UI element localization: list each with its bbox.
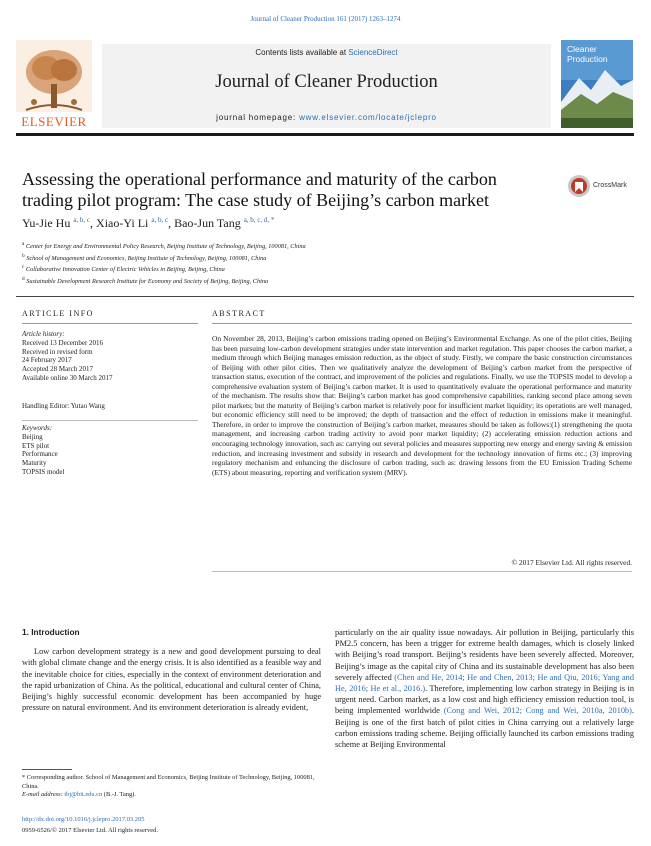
history-item: Accepted 28 March 2017 [22,365,93,374]
intro-left-column: Low carbon development strategy is a new and good development pursuing to deal with global climate change and the energy crisis. It is also identified as a feasible way and the inevitable choice for cities, especially in the context of environment deterioration and the rapid urbanization of China. As the political, educational and cultural center of China, Beijing’s highly successful economic development has been accompanied by huge pressure on natural environment. And its environment deterioration is already evident, [22,647,321,713]
section-heading-introduction: 1. Introduction [22,627,80,637]
contents-prefix: Contents lists available at [255,48,349,57]
keyword-item: Performance [22,450,58,459]
affiliation-item: $^a$ Center for Energy and Environmental Policy Research, Beijing Institute of Technology, Beijing, 100081, China [22,241,306,251]
affiliation-item: $^c$ Collaborative Innovation Center of Electric Vehicles in Beijing, Beijing, China [22,264,225,274]
history-label: Article history: [22,330,65,338]
author-name[interactable]: Xiao-Yi Li [96,216,149,230]
handling-editor: Handling Editor: Yutao Wang [22,402,105,410]
keyword-item: Maturity [22,459,47,468]
abstract-heading: ABSTRACT [212,309,266,318]
article-info-rule [22,323,198,324]
email-link[interactable]: tbj@bit.edu.cn [64,791,103,799]
doi-link[interactable]: http://dx.doi.org/10.1016/j.jclepro.2017.03.205 [22,816,145,823]
corresponding-author-footnote [22,774,322,800]
abstract-text: On November 28, 2013, Beijing’s carbon emissions trading opened on Beijing’s Environmental Exchange. As one of the pilot cities, Beijing has been pursuing low-carbon development strategies under state intervention and market regulation. This paper chooses the carbon market, a medium through which Beijing manages emission reduction, as the object of study. Firstly, we compare the basic construction circumstances of Beijing with other pilot cities. Then we qualitatively analyze the development of Beijing’s carbon market from the perspective of transaction status, execution of the contract, and improvement of the policies and regulations. Finally, we use the TOPSIS model to develop a comprehensive evaluation system of Beijing’s carbon market. It is used to quantitatively evaluate the operational performance and maturity of the mechanism. The results show that: Beijing’s carbon market has good comprehensive capabilities, ranking second place among seven pilot markets; but the maturity of Beijing’s carbon market is relatively poor for insufficient market liquidity; its operations are well managed, but economic efficiency still need to be improved; the depth of transaction and the effect of reduction in emissions make it meaningful. Therefore, in order to improve the construction of Beijing’s carbon market, measures should be taken as follows:(1) strengthening the quota management, and increasing carbon trading activity to avoid poor market liquidity; (2) accelerating emission reduction actions and encouraging technology innovation, such as: carrying out several policies and measures supporting new energy and energy saving & emission reduction, and increasing investment and subsidy in research and development for the technology innovation of firms etc.; (3) improving regulatory mechanism and enhancing the disclosure of carbon trading, such as: drawing lessons from the EU Emission Trading Scheme (ETS) about measuring, reporting and verification system (MRV). [212,334,632,477]
affiliation-item: $^b$ School of Management and Economics, Beijing Institute of Technology, Beijing, 100081, China [22,252,267,262]
author-list: Yu-Jie Hu $^{a, b, c}$, Xiao-Yi Li $^{a, b, c}$, Bao-Jun Tang $^{a, b, c, d, *}$ [22,216,275,230]
history-item: Available online 30 March 2017 [22,373,113,382]
email-line [22,791,322,800]
author-name[interactable]: Yu-Jie Hu [22,216,71,230]
keyword-item: TOPSIS model [22,467,65,476]
history-item: 24 February 2017 [22,356,72,365]
body-text: particularly on the air quality issue nowadays. Air pollution in Beijing, particularly this PM2.5 concern, has been a trigger for extreme health damages, which is closely linked with Beijing’s road transport. Beijing’s residents have been severely affected. Moreover, Beijing’s image as the capital city of China and its sustainable development has also been severely affected [335,628,634,682]
article-title-line2: trading pilot program: The case study of Beijing’s carbon market [22,190,490,210]
footnote-rule [22,769,72,770]
homepage-prefix: journal homepage: [216,113,300,122]
keyword-list [22,424,64,477]
journal-cover-image[interactable] [561,40,633,128]
email-suffix: (B.-J. Tang). [102,791,136,799]
keywords-label: Keywords: [22,424,53,432]
body-text: . Therefore, implementing low carbon strategy in Beijing is in urgent need. Carbon market, as a low cost and high efficiency emission reduction tool, is being implemented worldwide [335,684,635,716]
keyword-item: ETS pilot [22,441,50,450]
keyword-item: Beijing [22,432,43,441]
journal-citation[interactable]: Journal of Cleaner Production 161 (2017) 1263–1274 [250,15,401,23]
citation-link[interactable]: (Cong and Wei, 2012; Cong and Wei, 2010a, 2010b) [443,706,632,716]
history-item: Received in revised form [22,347,93,356]
footnote-text: * Corresponding author. School of Management and Economics, Beijing Institute of Technology, Beijing, 100081, China. [22,774,315,790]
homepage-link[interactable]: www.elsevier.com/locate/jclepro [299,113,437,122]
article-history [22,330,112,383]
abstract-bottom-rule [212,571,632,572]
issn-copyright: 0959-6526/© 2017 Elsevier Ltd. All rights reserved. [22,827,158,834]
cover-title-line2: Production [567,54,608,64]
author-affil-marks[interactable]: a, b, c, d, * [243,216,275,224]
article-info-heading: ARTICLE INFO [22,309,94,318]
sciencedirect-link[interactable]: ScienceDirect [348,48,398,57]
header-rule [16,133,634,136]
affiliation-item: $^d$ Sustainable Development Research Institute for Economy and Society of Beijing, Beijing, China [22,275,269,285]
crossmark-label[interactable]: CrossMark [593,182,627,189]
abstract-rule [212,323,632,324]
elsevier-wordmark: ELSEVIER [21,114,87,129]
title-block-rule [16,296,634,297]
article-title-line1: Assessing the operational performance and maturity of the carbon [22,169,497,189]
journal-homepage [102,113,551,122]
keywords-rule [22,420,198,421]
affiliation-list [22,240,306,286]
history-item: Received 13 December 2016 [22,338,104,347]
email-label: E-mail address: [22,791,65,799]
journal-title[interactable]: Journal of Cleaner Production [215,72,438,92]
cover-title-line1: Cleaner [567,44,597,54]
body-text: . Beijing is one of the first batch of pilot cities in China carrying out a relatively large carbon emissions trading scheme. Beijing officially launched its carbon emissions trading scheme at Beijing Environmental [335,706,634,750]
intro-right-column [335,627,634,750]
contents-line [102,48,551,57]
article-title [22,169,562,211]
author-affil-marks[interactable]: a, b, c [151,216,169,224]
abstract-copyright: © 2017 Elsevier Ltd. All rights reserved. [511,558,632,567]
author-name[interactable]: Bao-Jun Tang [174,216,241,230]
author-affil-marks[interactable]: a, b, c [73,216,91,224]
citation-link[interactable]: (Chen and He, 2014; He and Chen, 2013; He and Qiu, 2016; Yang and He, 2016; He et al., 2016.) [335,672,634,694]
